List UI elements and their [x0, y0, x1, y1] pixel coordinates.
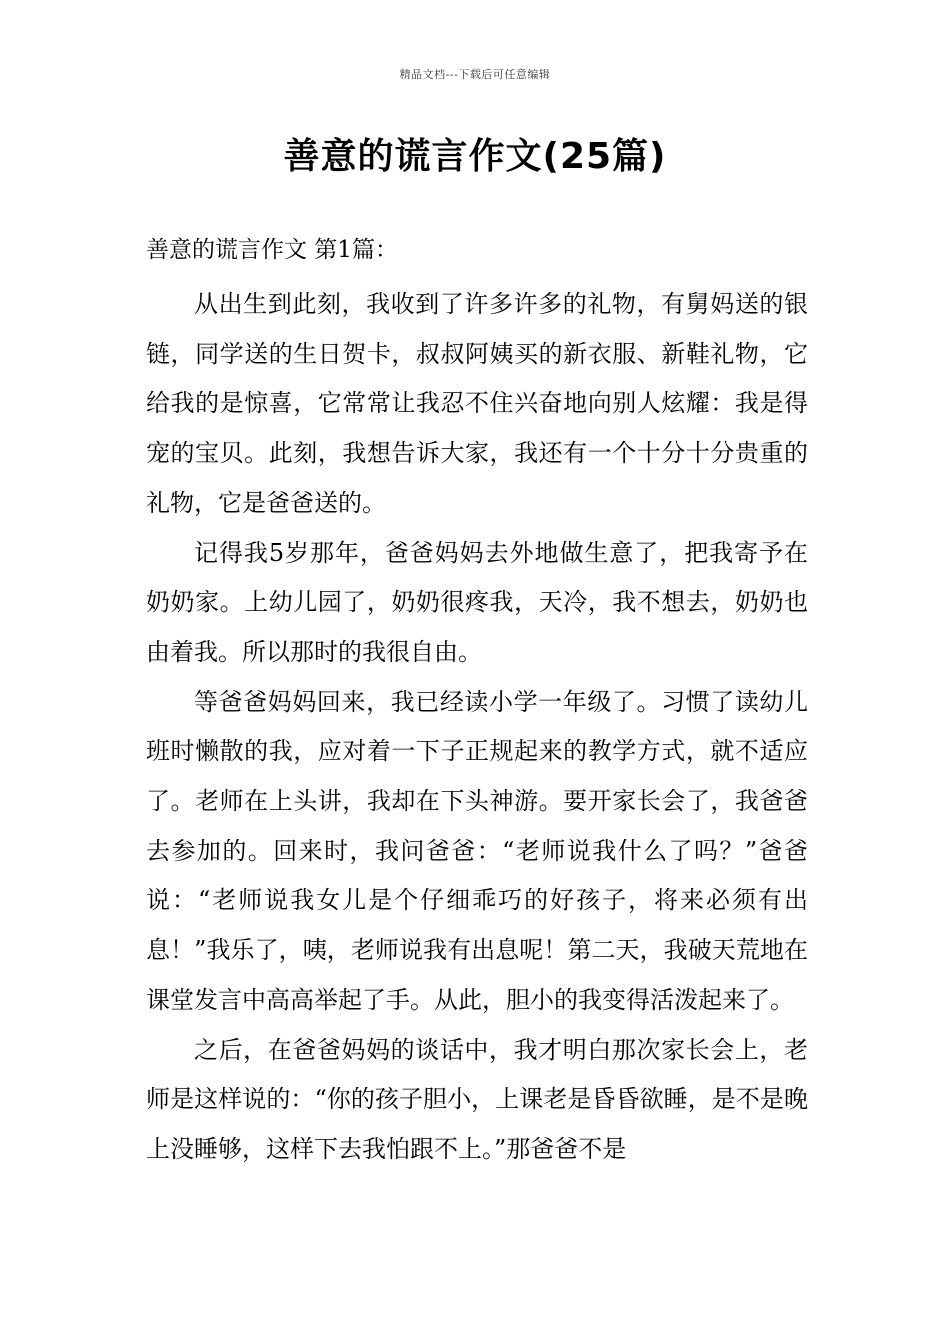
paragraph-2: 记得我5岁那年，爸爸妈妈去外地做生意了，把我寄予在奶奶家。上幼儿园了，奶奶很疼我，天冷，我不想去，奶奶也由着我。所以那时的我很自由。 — [146, 538, 808, 666]
page-header-note: 精品文档---下载后可任意编辑 — [399, 68, 551, 81]
document-title: 善意的谎言作文(25篇) — [283, 136, 667, 177]
paragraph-4: 之后，在爸爸妈妈的谈话中，我才明白那次家长会上，老师是这样说的：“你的孩子胆小，上课老是昏昏欲睡，是不是晚上没睡够，这样下去我怕跟不上。”那爸爸不是 — [146, 1035, 808, 1163]
paragraph-1: 从出生到此刻，我收到了许多许多的礼物，有舅妈送的银链，同学送的生日贺卡，叔叔阿姨买的新衣服、新鞋礼物，它给我的是惊喜，它常常让我忍不住兴奋地向别人炫耀：我是得宠的宝贝。此刻，我想告诉大家，我还有一个十分十分贵重的礼物，它是爸爸送的。 — [146, 290, 808, 517]
article-body — [146, 280, 808, 1175]
paragraph-3: 等爸爸妈妈回来，我已经读小学一年级了。习惯了读幼儿班时懒散的我，应对着一下子正规起来的教学方式，就不适应了。老师在上头讲，我却在下头神游。要开家长会了，我爸爸去参加的。回来时，我问爸爸：“老师说我什么了吗？”爸爸说：“老师说我女儿是个仔细乖巧的好孩子，将来必须有出息！”我乐了，咦，老师说我有出息呢！第二天，我破天荒地在课堂发言中高高举起了手。从此，胆小的我变得活泼起来了。 — [146, 687, 808, 1014]
section-heading: 善意的谎言作文 第1篇： — [146, 237, 398, 263]
